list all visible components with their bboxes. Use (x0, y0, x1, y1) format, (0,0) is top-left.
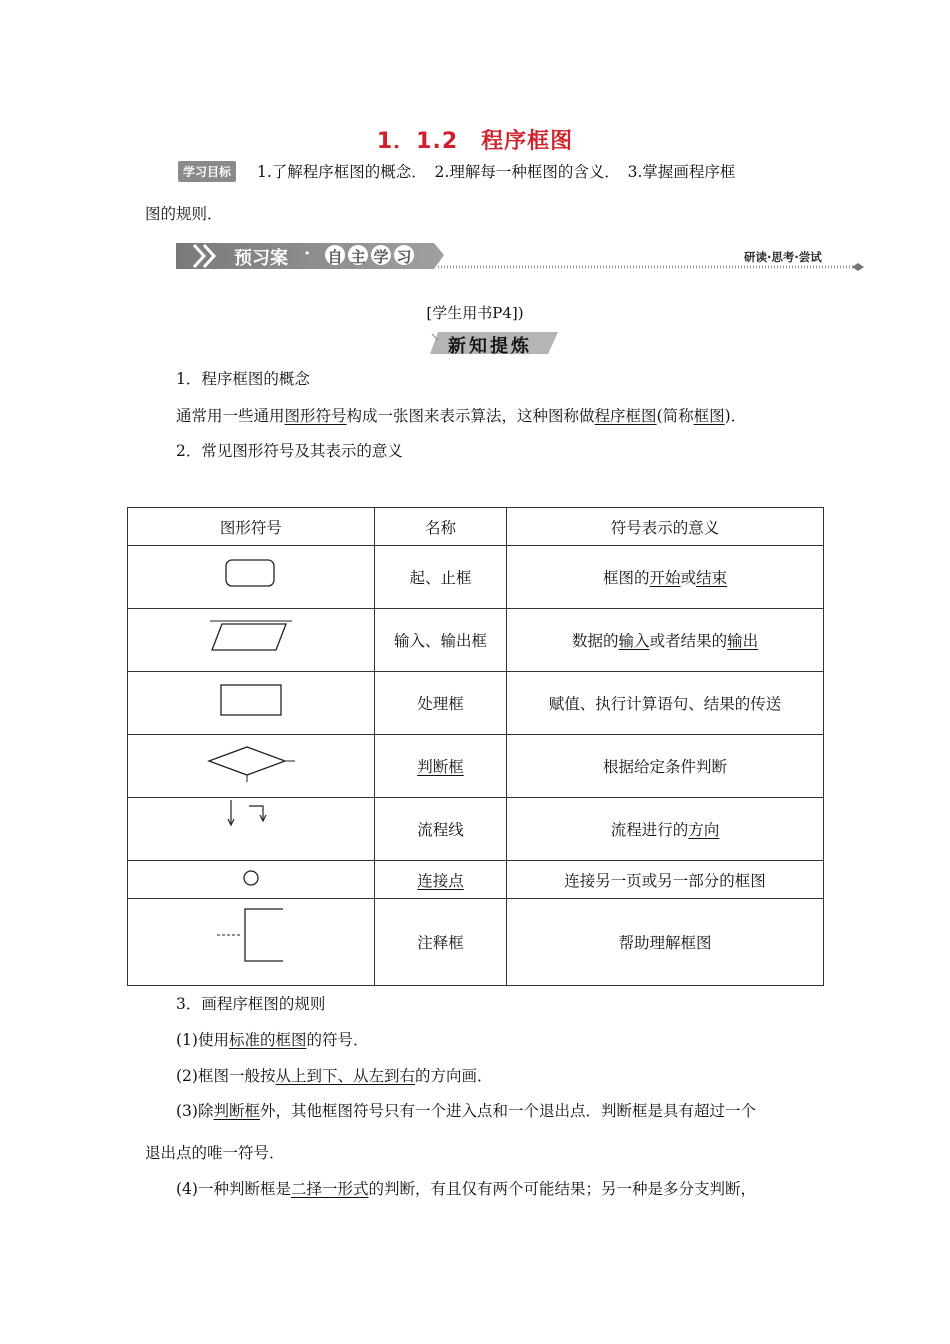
flow-arrow-icon (128, 798, 375, 861)
rules-heading: 3．画程序框图的规则 (176, 995, 326, 1013)
row-meaning: 赋值、执行计算语句、结果的传送 (507, 672, 824, 735)
header-symbol: 图形符号 (128, 508, 375, 546)
row-name: 处理框 (374, 672, 506, 735)
concept-term-symbols: 图形符号 (284, 407, 347, 425)
concept-text-4: )． (724, 407, 747, 425)
row-name: 流程线 (374, 798, 506, 861)
banner-char-2: 主 (350, 248, 366, 266)
objectives-line-2: 图的规则． (145, 205, 223, 223)
concept-text-2: 构成一张图来表示算法，这种图称做 (346, 407, 595, 425)
row-meaning: 连接另一页或另一部分的框图 (507, 861, 824, 899)
concept-text-3: (简称 (656, 407, 694, 425)
table-row (128, 861, 824, 899)
concept-heading: 1．程序框图的概念 (176, 370, 310, 388)
table-row (128, 798, 824, 861)
section-heading (430, 330, 560, 356)
concept-body (176, 405, 746, 427)
table-row (128, 546, 824, 609)
concept-term-short: 框图 (693, 407, 725, 425)
parallelogram-icon (128, 609, 375, 672)
rule-3: (3)除判断框外，其他框图符号只有一个进入点和一个退出点．判断框是具有超过一个 (176, 1102, 756, 1120)
banner-left-label: 预习案 (234, 248, 288, 269)
concept-term-flowchart: 程序框图 (594, 407, 657, 425)
table-header-row (128, 508, 824, 546)
row-name: 起、止框 (374, 546, 506, 609)
banner-right-label: 研读·思考·尝试 (744, 250, 822, 264)
row-name: 连接点 (374, 861, 506, 899)
student-book-reference: [学生用书P4]) (426, 304, 524, 322)
symbols-heading: 2．常见图形符号及其表示的意义 (176, 442, 403, 460)
row-name: 输入、输出框 (374, 609, 506, 672)
section-heading-text: 新知提炼 (448, 336, 532, 357)
row-name: 判断框 (374, 735, 506, 798)
table-row (128, 899, 824, 986)
section-banner (176, 241, 866, 271)
row-meaning: 流程进行的方向 (507, 798, 824, 861)
annotation-bracket-icon (128, 899, 375, 986)
banner-dot: · (304, 243, 311, 264)
rule-2: (2)框图一般按从上到下、从左到右的方向画． (176, 1067, 493, 1085)
row-meaning: 帮助理解框图 (507, 899, 824, 986)
table-row (128, 735, 824, 798)
rule-4: (4)一种判断框是二择一形式的判断，有且仅有两个可能结果；另一种是多分支判断， (176, 1180, 756, 1198)
objectives-badge: 学习目标 (178, 161, 236, 182)
diamond-icon (128, 735, 375, 798)
terminal-icon (128, 546, 375, 609)
banner-char-1: 自 (327, 248, 343, 266)
concept-text-1: 通常用一些通用 (176, 407, 285, 425)
row-meaning: 根据给定条件判断 (507, 735, 824, 798)
rectangle-icon (128, 672, 375, 735)
banner-char-4: 习 (396, 248, 412, 266)
header-name: 名称 (374, 508, 506, 546)
table-row (128, 609, 824, 672)
row-name: 注释框 (374, 899, 506, 986)
banner-char-3: 学 (373, 248, 389, 266)
row-meaning: 数据的输入或者结果的输出 (507, 609, 824, 672)
objectives-line-1: 1.了解程序框图的概念． 2.理解每一种框图的含义． 3.掌握画程序框 (257, 163, 736, 181)
page-title: 1．1.2 程序框图 (376, 129, 574, 154)
symbols-table (127, 507, 824, 986)
rule-3-continued: 退出点的唯一符号． (145, 1144, 285, 1162)
rule-1: (1)使用标准的框图的符号． (176, 1031, 369, 1049)
table-row (128, 672, 824, 735)
row-meaning: 框图的开始或结束 (507, 546, 824, 609)
connector-circle-icon (128, 861, 375, 899)
header-meaning: 符号表示的意义 (507, 508, 824, 546)
